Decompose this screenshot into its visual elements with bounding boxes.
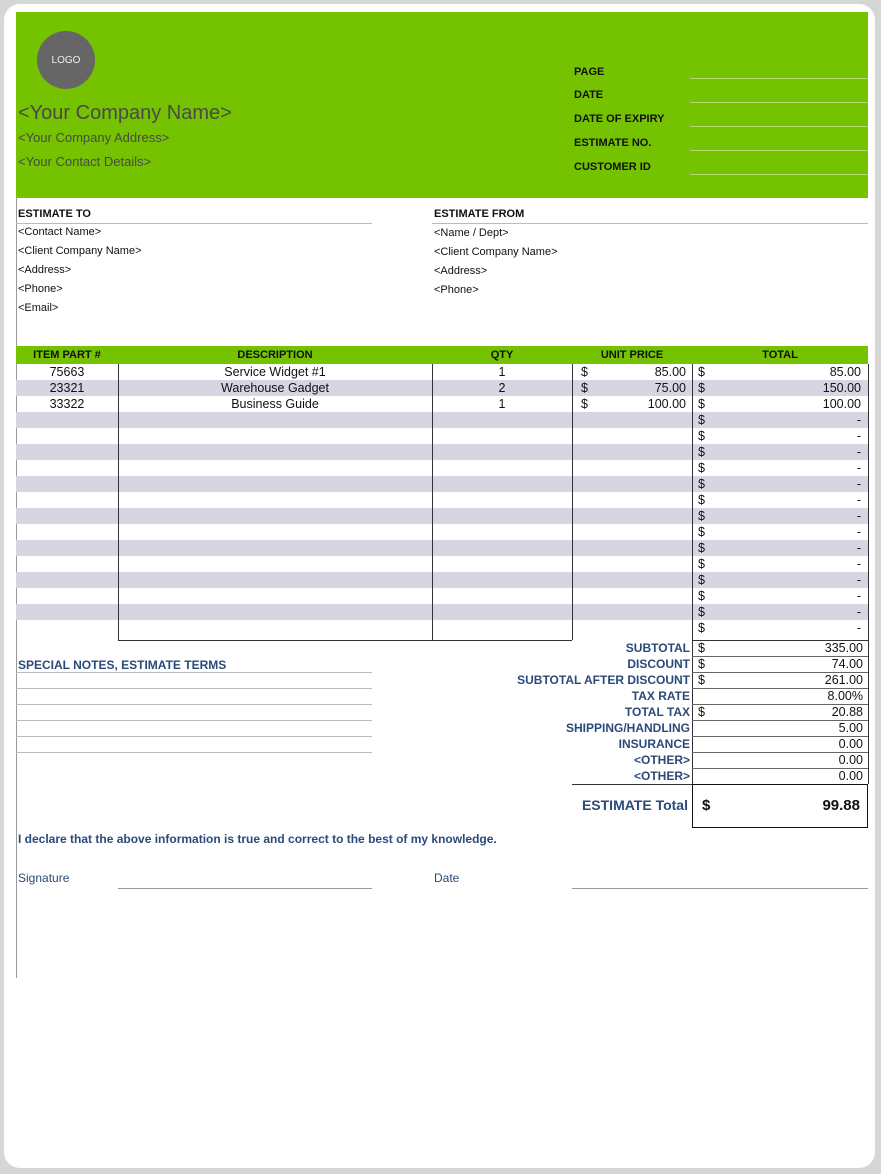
meta-field-customer-id[interactable]	[690, 174, 868, 175]
estimate-to-title: ESTIMATE TO	[18, 208, 91, 220]
table-row[interactable]	[16, 412, 868, 428]
description-cell: Business Guide	[231, 397, 319, 411]
summary-currency: $	[698, 657, 705, 671]
table-row[interactable]	[16, 476, 868, 492]
document-frame	[4, 4, 875, 1168]
unit-price-currency: $	[581, 381, 588, 395]
col-header-total: TOTAL	[762, 349, 798, 361]
summary-value: 335.00	[824, 641, 863, 655]
total-currency: $	[698, 365, 705, 379]
total-cell: -	[856, 573, 861, 587]
unit-price-currency: $	[581, 397, 588, 411]
header-band	[16, 12, 868, 198]
summary-label: SUBTOTAL	[625, 641, 690, 655]
summary-label: SHIPPING/HANDLING	[565, 721, 690, 735]
table-row[interactable]	[16, 604, 868, 620]
qty-cell: 2	[498, 381, 506, 395]
date-line[interactable]	[572, 888, 868, 889]
unit-price-cell: 75.00	[654, 381, 686, 395]
summary-label: TAX RATE	[631, 689, 690, 703]
total-cell: 150.00	[822, 381, 861, 395]
col-divider-3	[572, 364, 573, 640]
total-currency: $	[698, 573, 705, 587]
signature-line[interactable]	[118, 888, 372, 889]
summary-currency: $	[698, 673, 705, 687]
meta-label-page: PAGE	[574, 66, 605, 78]
declaration: I declare that the above information is true and correct to the best of my knowledge.	[18, 832, 497, 846]
grand-total-label: ESTIMATE Total	[581, 797, 688, 813]
estimate-from-name[interactable]: <Name / Dept>	[434, 227, 509, 239]
total-currency: $	[698, 493, 705, 507]
summary-label: INSURANCE	[618, 737, 690, 751]
total-currency: $	[698, 525, 705, 539]
table-row[interactable]	[16, 556, 868, 572]
estimate-from-address[interactable]: <Address>	[434, 265, 488, 277]
summary-value: 8.00%	[827, 689, 863, 703]
total-currency: $	[698, 589, 705, 603]
total-cell: -	[856, 525, 861, 539]
total-cell: -	[856, 509, 861, 523]
col-divider-5	[868, 364, 869, 784]
total-cell: -	[856, 461, 861, 475]
total-currency: $	[698, 605, 705, 619]
estimate-to-address[interactable]: <Address>	[18, 264, 72, 276]
item-part-cell: 23321	[49, 381, 85, 395]
summary-currency: $	[698, 705, 705, 719]
total-currency: $	[698, 461, 705, 475]
col-divider-2	[432, 364, 433, 640]
grand-total-currency: $	[702, 797, 711, 814]
total-cell: -	[856, 621, 861, 635]
description-cell: Service Widget #1	[224, 365, 326, 379]
summary-label: SUBTOTAL AFTER DISCOUNT	[517, 673, 690, 687]
table-row[interactable]	[16, 428, 868, 444]
table-row[interactable]	[16, 380, 868, 396]
total-currency: $	[698, 541, 705, 555]
table-row[interactable]	[16, 492, 868, 508]
summary-label: DISCOUNT	[627, 657, 690, 671]
total-cell: -	[856, 589, 861, 603]
total-currency: $	[698, 477, 705, 491]
meta-label-customer-id: CUSTOMER ID	[574, 161, 651, 173]
total-cell: 100.00	[822, 397, 861, 411]
qty-cell: 1	[498, 397, 506, 411]
summary-label: TOTAL TAX	[624, 705, 690, 719]
summary-value: 20.88	[831, 705, 863, 719]
summary-currency: $	[698, 641, 705, 655]
item-part-cell: 75663	[49, 365, 85, 379]
total-cell: -	[856, 557, 861, 571]
table-row[interactable]	[16, 396, 868, 412]
col-divider-1	[118, 364, 119, 640]
meta-field-date[interactable]	[690, 102, 868, 103]
col-header-item-part: ITEM PART #	[33, 349, 101, 361]
table-header	[16, 346, 868, 364]
table-row[interactable]	[16, 444, 868, 460]
unit-price-currency: $	[581, 365, 588, 379]
estimate-from-company[interactable]: <Client Company Name>	[434, 246, 558, 258]
logo: LOGO	[37, 31, 95, 89]
meta-label-estimate-no: ESTIMATE NO.	[574, 137, 652, 149]
meta-field-page[interactable]	[690, 78, 868, 79]
table-row[interactable]	[16, 460, 868, 476]
estimate-from-rule	[432, 223, 868, 224]
table-row[interactable]	[16, 508, 868, 524]
col-header-qty: QTY	[490, 349, 514, 361]
summary-label: <OTHER>	[633, 753, 690, 767]
estimate-to-email[interactable]: <Email>	[18, 302, 59, 314]
meta-field-date-of-expiry[interactable]	[690, 126, 868, 127]
estimate-to-contact[interactable]: <Contact Name>	[18, 226, 102, 238]
contact-details: <Your Contact Details>	[18, 154, 152, 169]
summary-value: 5.00	[838, 721, 863, 735]
total-cell: -	[856, 413, 861, 427]
total-currency: $	[698, 621, 705, 635]
total-cell: -	[856, 445, 861, 459]
item-part-cell: 33322	[49, 397, 85, 411]
qty-cell: 1	[498, 365, 506, 379]
unit-price-cell: 85.00	[654, 365, 686, 379]
summary-value: 0.00	[838, 769, 863, 783]
estimate-from-phone[interactable]: <Phone>	[434, 284, 479, 296]
meta-label-date-of-expiry: DATE OF EXPIRY	[574, 113, 665, 125]
summary-value: 74.00	[831, 657, 863, 671]
total-cell: -	[856, 605, 861, 619]
description-cell: Warehouse Gadget	[221, 381, 329, 395]
estimate-to-phone[interactable]: <Phone>	[18, 283, 63, 295]
table-row[interactable]	[16, 524, 868, 540]
meta-label-date: DATE	[574, 89, 604, 101]
unit-price-cell: 100.00	[647, 397, 686, 411]
table-row[interactable]	[16, 588, 868, 604]
total-currency: $	[698, 429, 705, 443]
estimate-to-company[interactable]: <Client Company Name>	[18, 245, 142, 257]
notes-title: SPECIAL NOTES, ESTIMATE TERMS	[18, 658, 227, 672]
total-cell: -	[856, 493, 861, 507]
estimate-to-rule	[16, 223, 372, 224]
summary-value: 0.00	[838, 737, 863, 751]
table-row[interactable]	[16, 572, 868, 588]
date-label: Date	[434, 871, 460, 885]
grand-total-value: 99.88	[822, 797, 860, 814]
total-currency: $	[698, 413, 705, 427]
estimate-from-title: ESTIMATE FROM	[434, 208, 525, 220]
table-row[interactable]	[16, 364, 868, 380]
total-currency: $	[698, 445, 705, 459]
summary-label: <OTHER>	[633, 769, 690, 783]
total-cell: 85.00	[829, 365, 861, 379]
total-currency: $	[698, 509, 705, 523]
company-address: <Your Company Address>	[18, 130, 170, 145]
summary-value: 261.00	[824, 673, 863, 687]
signature-label: Signature	[18, 871, 70, 885]
col-header-description: DESCRIPTION	[237, 349, 313, 361]
total-cell: -	[856, 541, 861, 555]
meta-field-estimate-no[interactable]	[690, 150, 868, 151]
total-cell: -	[856, 429, 861, 443]
total-currency: $	[698, 397, 705, 411]
col-header-unit-price: UNIT PRICE	[600, 349, 664, 361]
total-currency: $	[698, 557, 705, 571]
total-cell: -	[856, 477, 861, 491]
company-name: <Your Company Name>	[18, 102, 232, 124]
summary-value: 0.00	[838, 753, 863, 767]
table-row[interactable]	[16, 540, 868, 556]
table-row[interactable]	[16, 620, 868, 636]
total-currency: $	[698, 381, 705, 395]
